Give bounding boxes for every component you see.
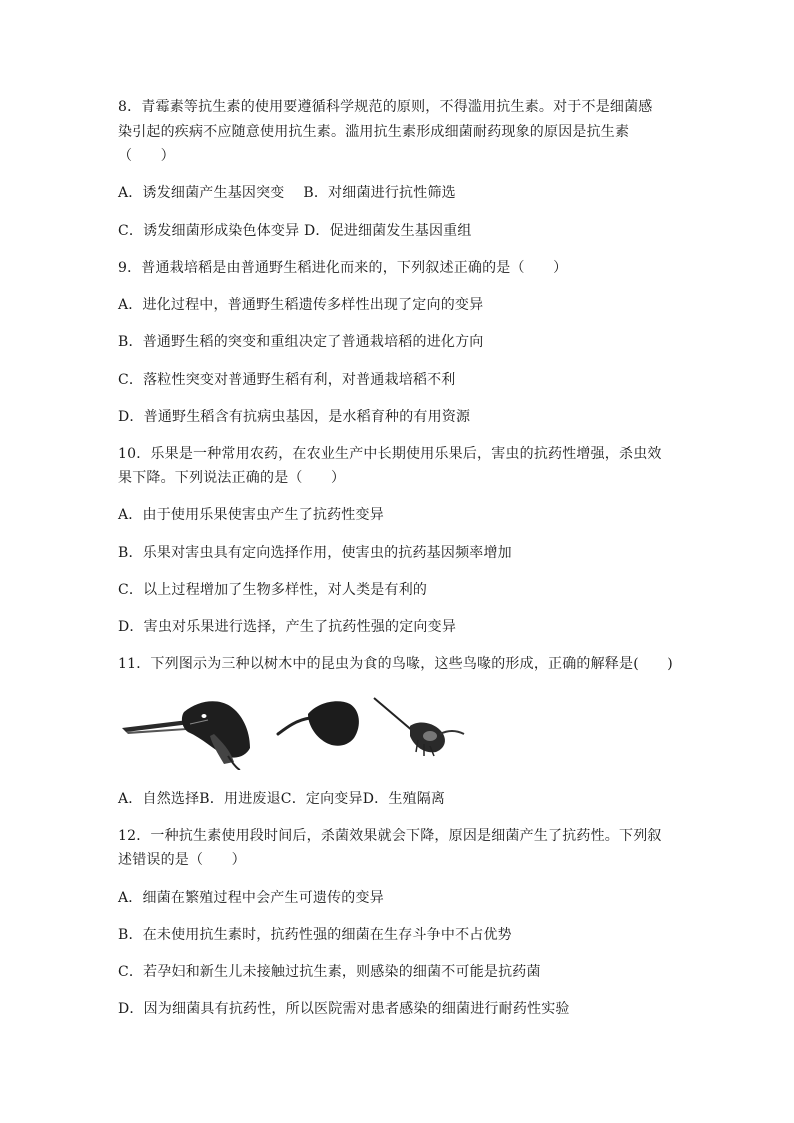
- q11-options: A．自然选择B．用进废退C．定向变异D．生殖隔离: [118, 791, 446, 807]
- beak-3-image: [374, 698, 464, 756]
- beak-2-image: [278, 701, 359, 746]
- q8-stem-line2: 染引起的疾病不应随意使用抗生素。滥用抗生素形成细菌耐药现象的原因是抗生素: [118, 124, 630, 140]
- q10-option-c: C．以上过程增加了生物多样性，对人类是有利的: [118, 582, 428, 598]
- q10-stem-line1: 10．乐果是一种常用农药，在农业生产中长期使用乐果后，害虫的抗药性增强，杀虫效: [118, 446, 662, 462]
- q12-option-c: C．若孕妇和新生儿未接触过抗生素，则感染的细菌不可能是抗药菌: [118, 964, 541, 980]
- q9-option-c: C．落粒性突变对普通野生稻有利，对普通栽培稻不利: [118, 372, 456, 388]
- q10-option-a: A．由于使用乐果使害虫产生了抗药性变异: [118, 507, 384, 523]
- beak-1-image: [122, 701, 250, 770]
- q8-options-line1: A．诱发细菌产生基因突变 B．对细菌进行抗性筛选: [118, 185, 456, 201]
- q8-stem-line3: （ ）: [118, 148, 175, 164]
- q12-option-a: A．细菌在繁殖过程中会产生可遗传的变异: [118, 890, 384, 906]
- q8-options-line2: C．诱发细菌形成染色体变异 D．促进细菌发生基因重组: [118, 223, 472, 239]
- q12-stem-line1: 12．一种抗生素使用段时间后，杀菌效果就会下降，原因是细菌产生了抗药性。下列叙: [118, 828, 662, 844]
- q9-option-b: B．普通野生稻的突变和重组决定了普通栽培稻的进化方向: [118, 334, 484, 350]
- q9-option-d: D．普通野生稻含有抗病虫基因，是水稻育种的有用资源: [118, 409, 471, 425]
- q10-option-b: B．乐果对害虫具有定向选择作用，使害虫的抗药基因频率增加: [118, 545, 512, 561]
- q9-option-a: A．进化过程中，普通野生稻遗传多样性出现了定向的变异: [118, 297, 484, 313]
- q12-option-d: D．因为细菌具有抗药性，所以医院需对患者感染的细菌进行耐药性实验: [118, 1001, 570, 1017]
- bird-beaks-figure: [118, 690, 478, 770]
- q10-option-d: D．害虫对乐果进行选择，产生了抗药性强的定向变异: [118, 619, 457, 635]
- q12-stem-line2: 述错误的是（ ）: [118, 852, 246, 868]
- q8-stem-line1: 8．青霉素等抗生素的使用要遵循科学规范的原则，不得滥用抗生素。对于不是细菌感: [118, 99, 653, 115]
- q11-stem: 11．下列图示为三种以树木中的昆虫为食的鸟喙，这些鸟喙的形成，正确的解释是( ): [118, 656, 673, 672]
- q9-stem: 9．普通栽培稻是由普通野生稻进化而来的，下列叙述正确的是（ ）: [118, 260, 568, 276]
- q12-option-b: B．在未使用抗生素时，抗药性强的细菌在生存斗争中不占优势: [118, 927, 512, 943]
- q10-stem-line2: 果下降。下列说法正确的是（ ）: [118, 470, 346, 486]
